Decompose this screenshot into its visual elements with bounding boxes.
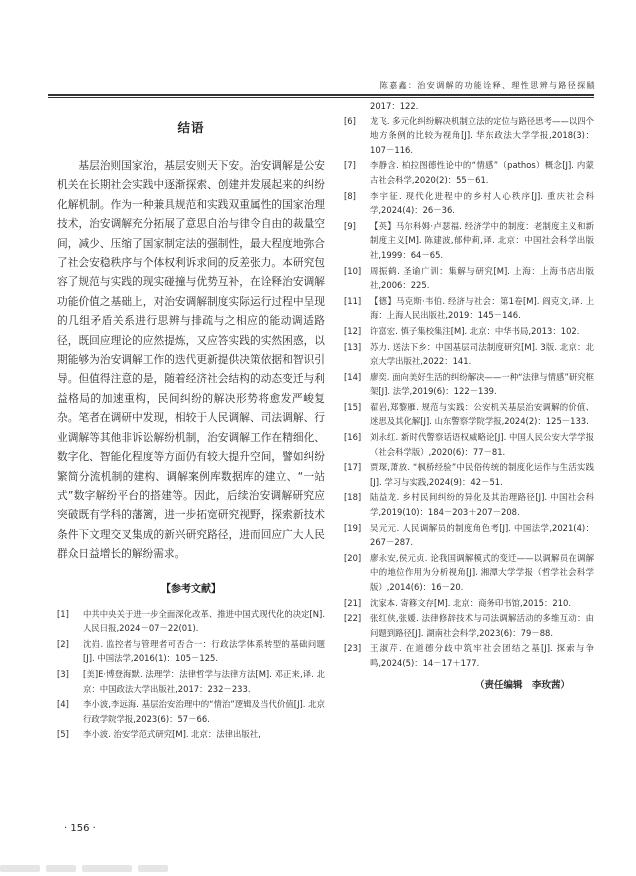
header-rule-thin [48,97,594,98]
reference-text: 沈家本. 寄簃文存[M]. 北京：商务印书馆,2015：210. [370,597,572,608]
section-title: 结语 [177,120,205,135]
reference-item [344,294,594,323]
reference-item [344,158,594,187]
reference-number: [7] [344,160,356,171]
reference-item [344,324,594,339]
reference-item [344,551,594,595]
reference-number: [21] [344,597,362,608]
reference-number: [18] [344,492,362,503]
reference-number: [11] [344,295,362,306]
reference-number: [10] [344,265,362,276]
reference-text: 苏力. 送法下乡：中国基层司法制度研究[M]. 3版. 北京：北京大学出版社,2022：141. [370,341,594,367]
reference-item [57,607,325,636]
reference-item [57,727,325,742]
reference-number: [3] [57,668,69,679]
reference-text: [美]E·博登海默. 法理学：法律哲学与法律方法[M]. 邓正来,译. 北京：中国政法大学出版社,2017：232－233. [83,668,325,694]
reference-text: 周振鹤. 圣谕广训：集解与研究[M]. 上海：上海书店出版社,2006：225. [370,265,594,291]
reference-number: [9] [344,220,356,231]
reference-item [344,219,594,263]
reference-number: [16] [344,432,362,443]
reference-text: 李小波. 治安学范式研究[M]. 北京：法律出版社, [83,729,261,740]
references-right-list [344,114,594,671]
reference-text: 龙飞. 多元化纠纷解决机制立法的定位与路径思考——以四个地方条例的比较为视角[J]. 华东政法大学学报,2018(3)：107－116. [370,115,594,155]
reference-number: [12] [344,325,362,336]
reference-text: 王淑芹. 在道德分歧中筑牢社会团结之基[J]. 探索与争鸣,2024(5)：14－17＋177. [370,643,594,668]
reference-item [57,637,325,666]
reference-text: 中共中央关于进一步全面深化改革、推进中国式现代化的决定[N]. 人民日报,2024－07－22(01). [83,608,325,634]
reference-number: [1] [57,608,69,619]
reference-text: 刘永红. 新时代警察话语权威略论[J]. 中国人民公安大学学报（社会科学版）,2020(6)：77－81. [370,432,594,457]
references-left-list [57,607,325,742]
reference-item [344,189,594,218]
reference-text: 沈岿. 监控者与管理者可否合一：行政法学体系转型的基础问题[J]. 中国法学,2016(1)：105－125. [83,638,325,664]
right-column [344,99,594,691]
reference-item [344,370,594,399]
reference-number: [15] [344,401,362,412]
references-title: 【参考文献】 [161,583,221,595]
left-column [57,112,325,743]
reference-item [344,114,594,158]
reference-number: [23] [344,643,362,654]
reference-continuation: 2017：122. [370,101,419,111]
reference-number: [20] [344,552,362,563]
reference-item [344,490,594,519]
reference-text: 廖永安,侯元贞. 论我国调解模式的变迁——以调解员在调解中的地位作用为分析视角[J]. 湘潭大学学报（哲学社会科学版）,2014(6)：16－20. [370,552,594,592]
reference-number: [4] [57,699,69,710]
reference-text: 翟岩,郑黎雁. 规范与实践：公安机关基层治安调解的价值、迷思及其化解[J]. 山东警察学院学报,2024(2)：125－133. [370,401,594,427]
reference-item [344,641,594,670]
reference-item [344,611,594,640]
reference-text: 陆益龙. 乡村民间纠纷的异化及其治理路径[J]. 中国社会科学,2019(10)：184－203＋207－208. [370,492,594,518]
reference-item [344,400,594,429]
reference-number: [13] [344,341,362,352]
reference-item [344,430,594,459]
reference-number: [6] [344,115,356,126]
conclusion-paragraph: 基层治则国家治，基层安则天下安。治安调解是公安机关在长期社会实践中逐渐探索、创建并发展起来的纠纷化解机制。作为一种兼具规范和实践双重属性的国家治理技术，治安调解充分拓展了意思自治与律令自由的裁量空间，减少、压缩了国家制定法的强制性，最大程度地弥合了社会安稳秩序与个体权利诉求间的反差张力。本研究包容了规范与实践的现实碰撞与优势互补，在诠释治安调解功能价值之基础上，对治安调解制度实际运行过程中呈现的几组矛盾关系进行思辨与排疏与之相应的能动调适路径，既回应理论的应然提炼，又应答实践的实然困惑，以期能够为治安调解工作的迭代更新提供决策依据和智识引导。但值得注意的是，随着经济社会结构的动态变迁与利益格局的加速重构，民间纠纷的解决形势将愈发严峻复杂。笔者在调研中发现，相较于人民调解、司法调解、行业调解等其他非诉讼解纷机制，治安调解工作在精细化、数字化、智能化程度等方面仍有较大提升空间，譬如纠纷繁简分流机制的建构、调解案例库数据库的建立、“一站式”数字解纷平台的搭建等。因此，后续治安调解研究应突破既有学科的藩篱，进一步拓宽研究视野，探索新技术条件下文理交叉集成的新兴研究路径，进而回应广大人民群众日益增长的解纷需求。 [57,159,325,561]
reference-number: [22] [344,613,362,624]
editor-credit: （责任编辑 李玫茜） [474,679,570,691]
reference-text: 张红侠,张媛. 法律修辞技术与司法调解活动的多维互动：由问题到路径[J]. 湖南社会科学,2023(6)：79－88. [370,613,594,638]
reference-number: [19] [344,522,362,533]
reference-text: 贾琛,萧放. “枫桥经验”中民俗传统的制度化运作与生活实践[J]. 学习与实践,2024(9)：42－51. [370,462,594,487]
reference-number: [17] [344,462,362,473]
reference-item [344,596,594,611]
reference-number: [2] [57,638,69,649]
reference-text: 【英】马尔科姆·卢瑟福. 经济学中的制度：老制度主义和新制度主义[M]. 陈建波,郁仲莉,译. 北京：中国社会科学出版社,1999：64－65. [370,220,594,260]
reference-item [344,264,594,293]
bottom-watermark [0,857,200,869]
reference-item [344,521,594,550]
reference-text: 【德】马克斯·韦伯. 经济与社会：第1卷[M]. 阎克文,译. 上海：上海人民出版社,2019：145－146. [370,295,594,321]
page-number: · 156 · [64,823,96,834]
reference-item [57,667,325,696]
reference-item [344,340,594,369]
header-rule-thick [48,94,594,96]
reference-number: [14] [344,371,362,382]
reference-text: 吴元元. 人民调解员的制度角色考[J]. 中国法学,2021(4)：267－287. [370,522,594,548]
reference-number: [5] [57,729,69,740]
reference-text: 许富宏. 慎子集校集注[M]. 北京：中华书局,2013：102. [370,325,580,336]
running-header: 陈嘉鑫：治安调解的功能诠释、理性思辨与路径探赜 [379,81,596,90]
reference-text: 李宇征. 现代化进程中的乡村人心秩序[J]. 重庆社会科学,2024(4)：26－36. [370,190,594,216]
reference-item [57,697,325,726]
reference-text: 李静含. 柏拉图德性论中的“情感”（pathos）概念[J]. 内蒙古社会科学,2020(2)：55－61. [370,160,594,185]
reference-text: 李小波,李远海. 基层治安治理中的“情治”逻辑及当代价值[J]. 北京行政学院学报,2023(6)：57－66. [83,699,325,724]
reference-number: [8] [344,190,356,201]
reference-item [344,460,594,489]
reference-text: 廖奕. 面向美好生活的纠纷解决——一种“法律与情感”研究框架[J]. 法学,2019(6)：122－139. [370,371,594,397]
